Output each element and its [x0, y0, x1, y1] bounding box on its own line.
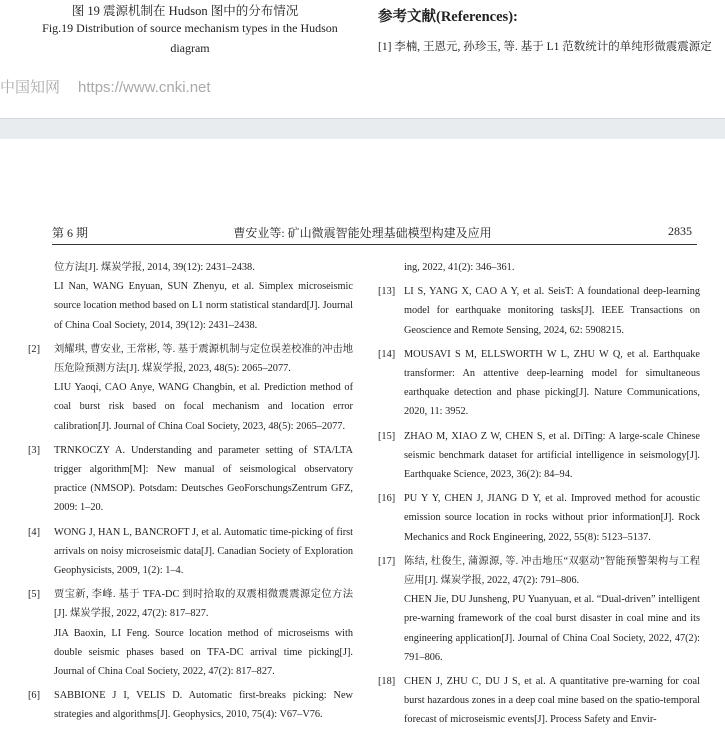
- reference-number: [4]: [28, 526, 41, 538]
- cnki-watermark: [0, 76, 229, 97]
- reference-column-left: [28, 258, 353, 725]
- reference-entry: [378, 552, 700, 667]
- reference-entry: [28, 686, 353, 724]
- reference-number: [5]: [28, 589, 41, 601]
- page-separator: [0, 118, 725, 139]
- reference-text: SABBIONE J I, VELIS D. Automatic first-breaks picking: New strategies and algorithms[J]. Geophysics, 2010, 75(4): V67–V76.: [54, 690, 353, 721]
- reference-text: PU Y Y, CHEN J, JIANG D Y, et al. Improved method for acoustic emission source location in rocks without prior information[J]. Rock Mechanics and Rock Engineering, 2022, 55(8): 5123–5137.: [404, 493, 700, 543]
- reference-entry: [378, 427, 700, 485]
- reference-entry: [378, 258, 700, 277]
- reference-text: 陈结, 杜俊生, 蒲源源, 等. 冲击地压“双驱动”智能预警架构与工程应用[J]. 煤炭学报, 2022, 47(2): 791–806.: [404, 555, 700, 587]
- references-heading: 参考文献(References):: [378, 9, 518, 25]
- reference-text: ing, 2022, 41(2): 346–361.: [404, 262, 515, 273]
- figure-caption-en-continued: diagram: [170, 41, 210, 55]
- reference-text: LI S, YANG X, CAO A Y, et al. SeisT: A foundational deep-learning model for earthquake monitoring tasks[J]. IEEE Transactions on Geoscience and Remote Sensing, 2024, 62: 5908215.: [404, 286, 700, 336]
- reference-number: [14]: [378, 348, 396, 360]
- reference-text: WONG J, HAN L, BANCROFT J, et al. Automatic time-picking of first arrivals on noisy microseismic data[J]. Canadian Society of Exploration Geophysicists, 2009, 1(2): 1–4.: [54, 526, 353, 577]
- running-header-issue: 第 6 期: [52, 226, 89, 240]
- reference-entry: [378, 282, 700, 340]
- reference-entry: [28, 340, 353, 436]
- reference-text: JIA Baoxin, LI Feng. Source location method of microseisms with double seismic phases based on TFA-DC arrival time picking[J]. Journal of China Coal Society, 2022, 47(2): 817–827.: [54, 627, 353, 678]
- header-rule: [52, 244, 697, 245]
- reference-text: TRNKOCZY A. Understanding and parameter setting of STA/LTA trigger algorithm[M]: New manual of seismological observatory practice (NMSOP). Potsdam: Deutsches GeoForschungsZentrum GFZ, 2009: 1–20.: [54, 444, 353, 514]
- watermark-site-name: 中国知网: [0, 79, 61, 96]
- reference-number: [15]: [378, 430, 396, 442]
- running-header-title: 曹安业等: 矿山微震智能处理基础模型构建及应用: [233, 226, 492, 240]
- reference-text: CHEN Jie, DU Junsheng, PU Yuanyuan, et al. “Dual-driven” intelligent pre-warning framework of the coal burst disaster in coal mine and its engineering application[J]. Journal of China Coal Society, 2022, 47(2): 791–806.: [404, 594, 700, 663]
- reference-text: 贾宝新, 李峰. 基于 TFA-DC 到时拾取的双震相微震震源定位方法[J]. 煤炭学报, 2022, 47(2): 817–827.: [54, 589, 353, 620]
- reference-number: [18]: [378, 676, 396, 688]
- reference-text: MOUSAVI S M, ELLSWORTH W L, ZHU W Q, et al. Earthquake transformer: An attentive deep-learning model for simultaneous earthquake detection and phase picking[J]. Nature Communications, 2020, 11: 3952.: [404, 348, 700, 418]
- reference-number: [17]: [378, 555, 396, 567]
- reference-number: [6]: [28, 690, 41, 702]
- reference-text: 位方法[J]. 煤炭学报, 2014, 39(12): 2431–2438.: [54, 262, 255, 273]
- page-number: 2835: [668, 224, 692, 238]
- reference-entry: [28, 441, 353, 518]
- reference-number: [2]: [28, 343, 41, 355]
- reference-text: ZHAO M, XIAO Z W, CHEN S, et al. DiTing: A large-scale Chinese seismic benchmark dataset for artificial intelligence in seismology[J]. Earthquake Science, 2023, 36(2): 84–94.: [404, 430, 700, 481]
- watermark-url: https://www.cnki.net: [78, 79, 211, 96]
- reference-entry: [378, 672, 700, 730]
- reference-text: 刘耀琪, 曹安业, 王常彬, 等. 基于震源机制与定位误差校准的冲击地压危险预测方法[J]. 煤炭学报, 2023, 48(5): 2065–2077.: [54, 343, 353, 375]
- reference-text: CHEN J, ZHU C, DU J S, et al. A quantitative pre-warning for coal burst hazardous zones in a deep coal mine based on the spatio-temporal forecast of microseismic events[J]. Process Safety and Envir-: [404, 676, 700, 726]
- previous-page-reference: [1] 李楠, 王恩元, 孙珍玉, 等. 基于 L1 范数统计的单纯形微震震源定: [378, 41, 712, 53]
- reference-entry: [28, 258, 353, 335]
- reference-number: [16]: [378, 493, 396, 505]
- reference-number: [3]: [28, 444, 41, 456]
- figure-caption-en: Fig.19 Distribution of source mechanism types in the Hudson: [42, 21, 338, 35]
- reference-entry: [28, 585, 353, 681]
- figure-caption-cn: 图 19 震源机制在 Hudson 图中的分布情况: [71, 4, 299, 18]
- reference-entry: [28, 523, 353, 581]
- reference-text: LI Nan, WANG Enyuan, SUN Zhenyu, et al. Simplex microseismic source location method based on L1 norm statistical standard[J]. Journal of China Coal Society, 2014, 39(12): 2431–2438.: [54, 281, 353, 331]
- reference-text: LIU Yaoqi, CAO Anye, WANG Changbin, et al. Prediction method of coal burst risk based on focal mechanism and location error calibration[J]. Journal of China Coal Society, 2023, 48(5): 2065–2077.: [54, 382, 353, 432]
- reference-column-right: [378, 258, 700, 730]
- reference-number: [13]: [378, 286, 396, 298]
- reference-entry: [378, 345, 700, 422]
- reference-entry: [378, 489, 700, 547]
